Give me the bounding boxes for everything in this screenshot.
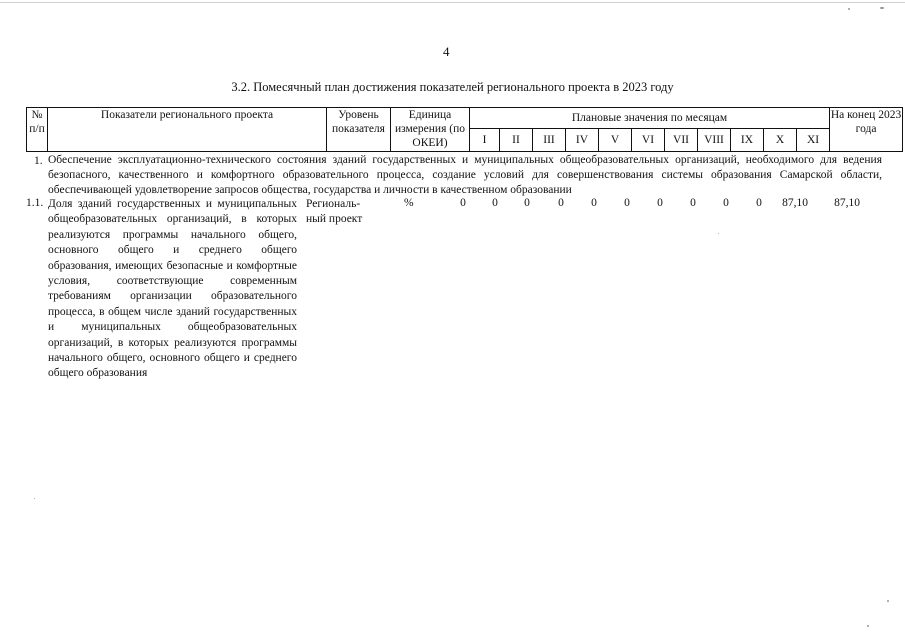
monthly-plan-table: [26, 107, 903, 152]
month-header-6: VI: [632, 129, 665, 152]
row-value-month-1: 0: [460, 197, 466, 209]
month-header-7: VII: [665, 129, 698, 152]
row-value-month-9: 0: [723, 197, 729, 209]
section-text: Обеспечение эксплуатационно-технического состояния зданий государственных и муниципальных общеобразовательных организаций, необходимого для ведения безопасного, качественного и комфортного образовательного процесса, создание условий для совершенствования системы образования Самарской области, обеспечивающей удовлетворение запросов общества, государства и личности в качественном образовании: [48, 154, 882, 196]
header-plan: Плановые значения по месяцам: [470, 108, 830, 129]
row-value-month-4: 0: [558, 197, 564, 209]
row-value-month-2: 0: [492, 197, 498, 209]
row-value-end: 87,10: [834, 197, 860, 209]
month-header-1: I: [470, 129, 500, 152]
scan-speck: [718, 233, 719, 234]
month-header-3: III: [533, 129, 566, 152]
row-unit: %: [404, 197, 414, 209]
page-number: 4: [443, 44, 450, 59]
row-number: 1.1.: [26, 197, 44, 209]
header-indicator: Показатели регионального проекта: [48, 108, 327, 152]
scan-speck: [880, 7, 884, 9]
row-value-month-3: 0: [524, 197, 530, 209]
month-header-10: X: [764, 129, 797, 152]
month-header-2: II: [500, 129, 533, 152]
section-number: 1.: [34, 155, 43, 167]
header-level: Уровень показателя: [327, 108, 391, 152]
row-value-month-7: 0: [657, 197, 663, 209]
header-end: На конец 2023 года: [830, 108, 903, 152]
header-num: № п/п: [27, 108, 48, 152]
row-value-month-5: 0: [591, 197, 597, 209]
row-level: Региональ-ный проект: [306, 198, 363, 226]
row-value-month-10: 0: [756, 197, 762, 209]
row-value-month-11: 87,10: [782, 197, 808, 209]
top-border-line: [0, 2, 905, 3]
month-header-5: V: [599, 129, 632, 152]
row-value-month-8: 0: [690, 197, 696, 209]
page-title: 3.2. Помесячный план достижения показателей регионального проекта в 2023 году: [231, 80, 674, 94]
scan-speck: [34, 498, 35, 499]
header-unit: Единица измерения (по ОКЕИ): [391, 108, 470, 152]
month-header-11: XI: [797, 129, 830, 152]
month-header-8: VIII: [698, 129, 731, 152]
row-value-month-6: 0: [624, 197, 630, 209]
month-header-4: IV: [566, 129, 599, 152]
month-header-9: IX: [731, 129, 764, 152]
row-indicator-text: Доля зданий государственных и муниципальных общеобразовательных организаций, в которых реализуются программы начального общего, основного общего и среднего общего образования, имеющих безопасные и комфортные условия, соответствующие современным требованиям организации образовательного процесса, в общем числе зданий государственных и муниципальных общеобразовательных организаций, в которых реализуются программы начального общего, основного общего и среднего общего образования: [48, 198, 297, 380]
scan-speck: [867, 625, 869, 627]
scan-speck: [848, 8, 850, 10]
scan-speck: [887, 600, 889, 602]
